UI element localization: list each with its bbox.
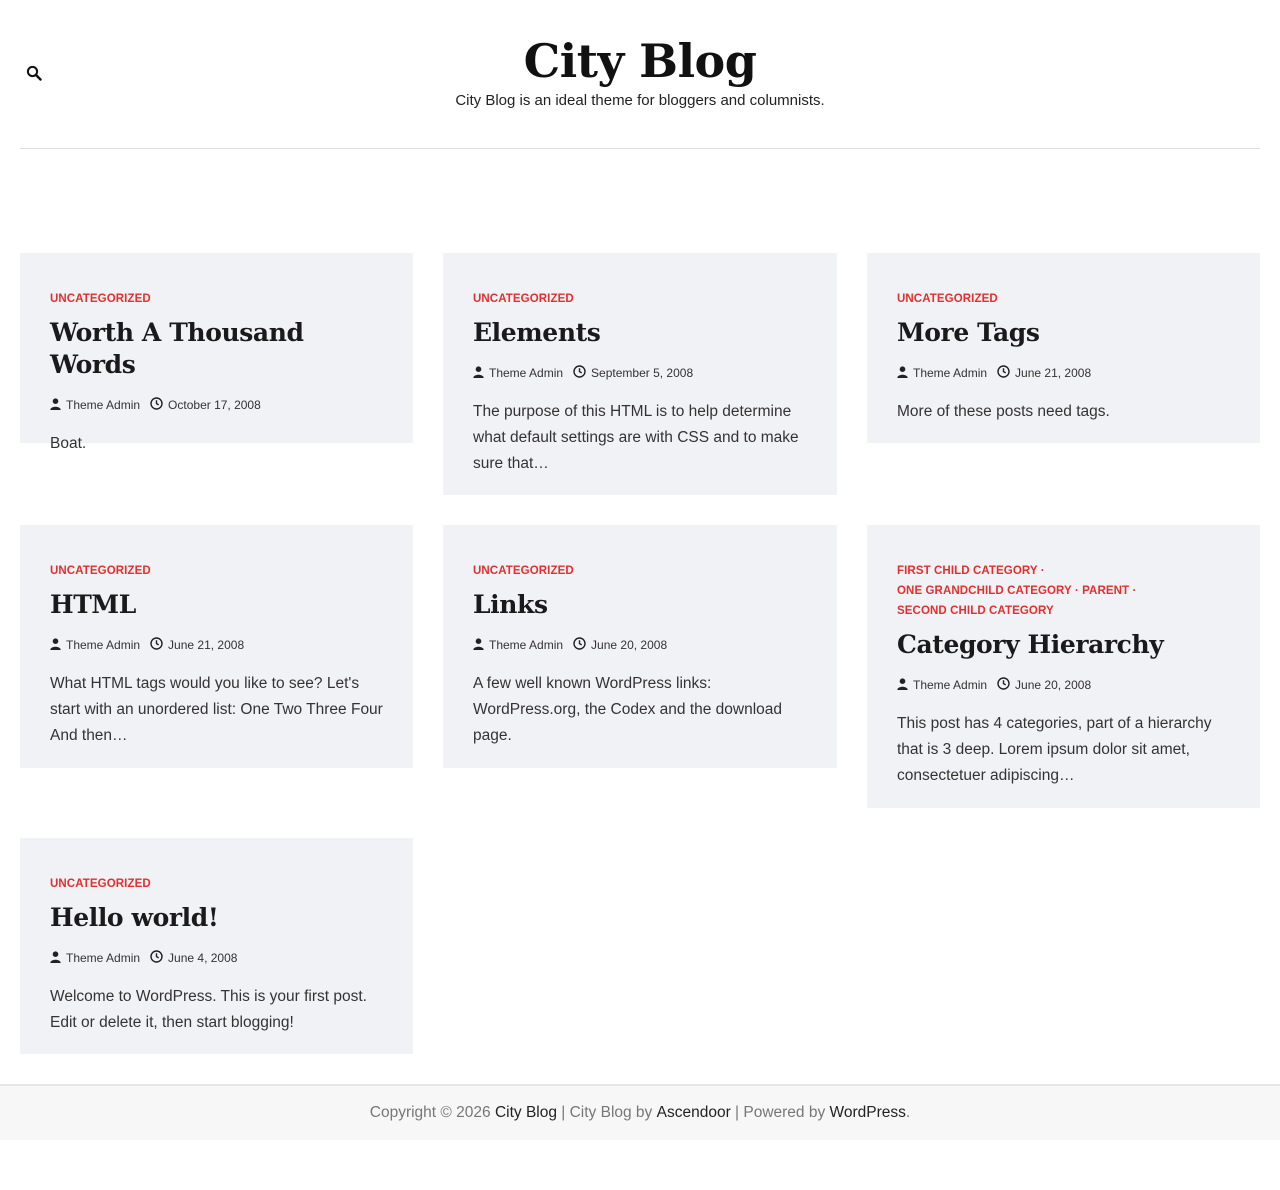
footer-author-link[interactable]: Ascendoor [656, 1104, 731, 1121]
post-date-link[interactable]: June 20, 2008 [591, 638, 668, 652]
post-meta [473, 637, 807, 653]
post-excerpt: The purpose of this HTML is to help determine what default settings are with CSS and to make sure that… [473, 403, 799, 472]
clock-icon [997, 677, 1015, 693]
post-author-link[interactable]: Theme Admin [66, 638, 141, 652]
post-title-link[interactable]: HTML [50, 590, 136, 619]
site-title-link[interactable]: City Blog [523, 34, 757, 88]
post-author-link[interactable]: Theme Admin [66, 398, 141, 412]
post-title [50, 902, 383, 934]
post-author-link[interactable]: Theme Admin [913, 678, 988, 692]
post-categories [50, 874, 383, 894]
footer-copyright: Copyright © 2026 [369, 1104, 495, 1121]
post-categories [473, 289, 807, 309]
clock-icon [997, 365, 1015, 381]
clock-icon [150, 950, 168, 966]
post-title [50, 317, 383, 381]
post-card [20, 253, 413, 452]
site-title [20, 34, 1260, 88]
post-title [897, 629, 1230, 661]
user-icon [50, 398, 66, 413]
post-categories: FIRST CHILD CATEGORY · ONE GRANDCHILD CATEGORY · PARENT · SECOND CHILD CATEGORY [897, 565, 1137, 617]
post-excerpt: More of these posts need tags. [897, 403, 1110, 420]
post-excerpt: A few well known WordPress links: WordPress.org, the Codex and the download page. [473, 675, 783, 744]
user-icon [897, 678, 913, 693]
category-link[interactable]: UNCATEGORIZED [50, 565, 151, 577]
user-icon [473, 366, 489, 381]
post-title-link[interactable]: Category Hierarchy [897, 630, 1164, 659]
post-excerpt: What HTML tags would you like to see? Let's start with an unordered list: One Two Three Four And then… [50, 675, 383, 744]
post-categories [473, 561, 807, 581]
post-meta [473, 365, 807, 381]
post-title-link[interactable]: Hello world! [50, 903, 219, 932]
clock-icon [573, 637, 591, 653]
post-title-link[interactable]: Worth A Thousand Words [50, 318, 304, 379]
post-card [443, 253, 837, 495]
post-date-link[interactable]: September 5, 2008 [591, 366, 694, 380]
footer-wordpress-link[interactable]: WordPress [829, 1104, 906, 1121]
post-title [473, 589, 807, 621]
post-date-link[interactable]: June 20, 2008 [1015, 678, 1092, 692]
category-link[interactable]: UNCATEGORIZED [473, 293, 574, 305]
post-title-link[interactable]: More Tags [897, 318, 1040, 347]
footer-powered-text: | Powered by [730, 1104, 830, 1121]
category-link[interactable]: UNCATEGORIZED [50, 293, 151, 305]
post-date-link[interactable]: June 21, 2008 [1015, 366, 1092, 380]
user-icon [473, 638, 489, 653]
post-categories [897, 289, 1230, 309]
post-author-link[interactable]: Theme Admin [66, 951, 141, 965]
category-link[interactable]: PARENT [1082, 585, 1130, 597]
post-card [20, 838, 413, 1054]
post-title-link[interactable]: Links [473, 590, 548, 619]
clock-icon [573, 365, 591, 381]
user-icon [50, 638, 66, 653]
post-title [50, 589, 383, 621]
post-meta [897, 677, 1230, 693]
post-meta [50, 637, 383, 653]
post-meta [50, 397, 383, 413]
category-link[interactable]: UNCATEGORIZED [897, 293, 998, 305]
post-card [867, 525, 1260, 808]
site-header [20, 0, 1260, 149]
clock-icon [150, 637, 168, 653]
post-excerpt: Boat. [50, 435, 87, 452]
site-footer [0, 1084, 1280, 1140]
footer-end: . [905, 1104, 911, 1121]
post-card [20, 525, 413, 768]
post-title [897, 317, 1230, 349]
post-meta [50, 950, 383, 966]
post-card [443, 525, 837, 768]
footer-theme-text: | City Blog by [556, 1104, 657, 1121]
post-categories [50, 561, 383, 581]
user-icon [897, 366, 913, 381]
post-author-link[interactable]: Theme Admin [913, 366, 988, 380]
footer-site-link[interactable]: City Blog [494, 1104, 557, 1121]
post-meta [897, 365, 1230, 381]
post-date-link[interactable]: October 17, 2008 [168, 398, 261, 412]
post-card [867, 253, 1260, 443]
post-excerpt: Welcome to WordPress. This is your first post. Edit or delete it, then start blogging! [50, 988, 367, 1031]
category-link[interactable]: ONE GRANDCHILD CATEGORY [897, 585, 1072, 597]
post-date-link[interactable]: June 21, 2008 [168, 638, 245, 652]
category-link[interactable]: SECOND CHILD CATEGORY [897, 605, 1054, 617]
post-date-link[interactable]: June 4, 2008 [168, 951, 238, 965]
category-link[interactable]: UNCATEGORIZED [50, 878, 151, 890]
user-icon [50, 951, 66, 966]
post-author-link[interactable]: Theme Admin [489, 638, 564, 652]
category-link[interactable]: UNCATEGORIZED [473, 565, 574, 577]
post-title-link[interactable]: Elements [473, 318, 601, 347]
post-author-link[interactable]: Theme Admin [489, 366, 564, 380]
clock-icon [150, 397, 168, 413]
post-title [473, 317, 807, 349]
post-excerpt: This post has 4 categories, part of a hierarchy that is 3 deep. Lorem ipsum dolor sit amet, consectetuer adipiscing… [897, 715, 1212, 784]
post-categories [50, 289, 383, 309]
site-description: City Blog is an ideal theme for bloggers and columnists. [455, 92, 825, 109]
category-link[interactable]: FIRST CHILD CATEGORY [897, 565, 1038, 577]
